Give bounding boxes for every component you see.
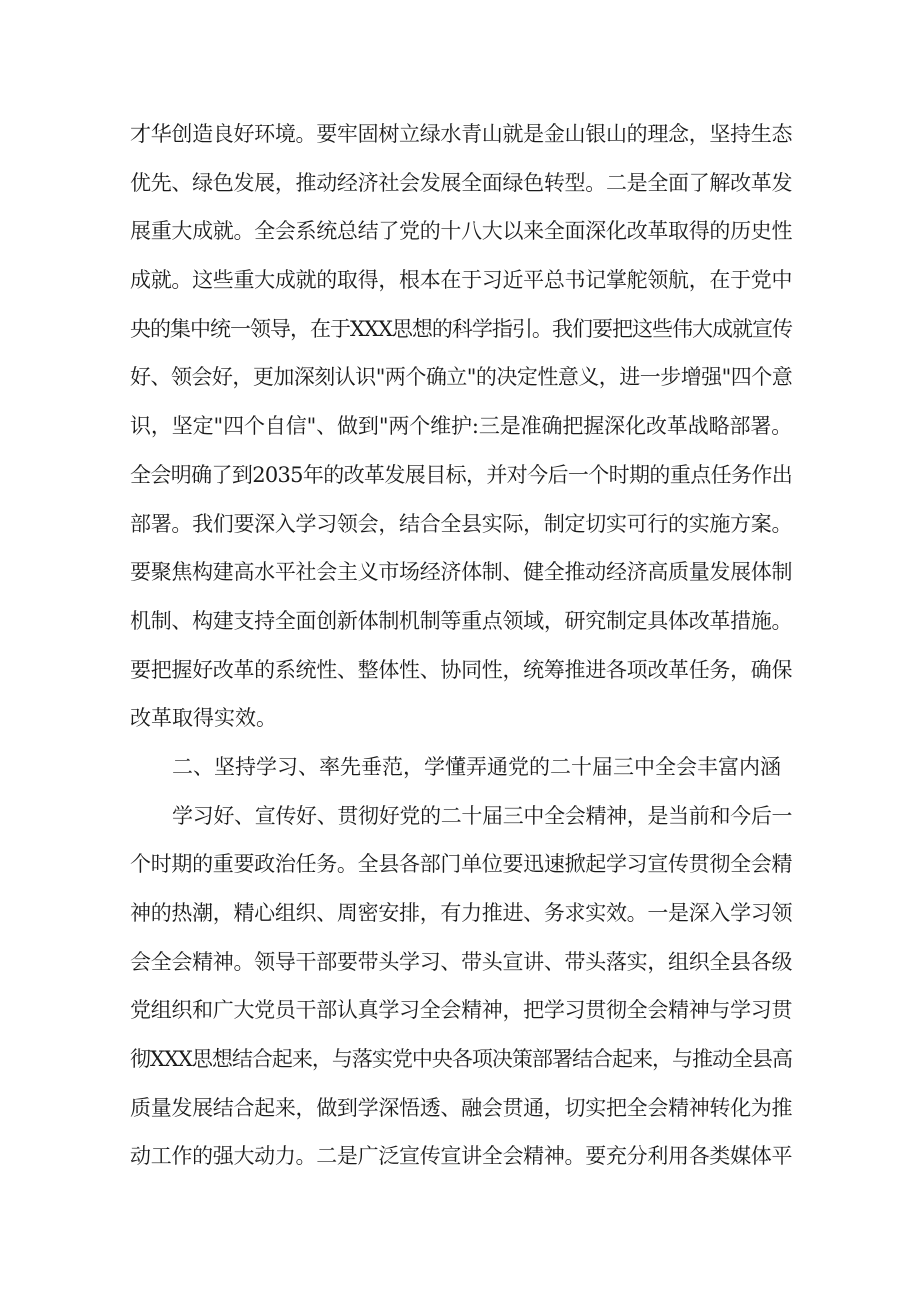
paragraph-line: 党组织和广大党员干部认真学习全会精神，把学习贯彻全会精神与学习贯 [130,998,792,1023]
paragraph-line: 央的集中统一领导，在于XXX思想的科学指引。我们要把这些伟大成就宣传 [130,316,792,341]
paragraph-line: 成就。这些重大成就的取得，根本在于习近平总书记掌舵领航，在于党中 [130,268,792,293]
paragraph-line: 展重大成就。全会系统总结了党的十八大以来全面深化改革取得的历史性 [130,219,792,244]
document-body [130,110,792,1181]
paragraph-line: 优先、绿色发展，推动经济社会发展全面绿色转型。二是全面了解改革发 [130,170,792,195]
paragraph-line: 动工作的强大动力。二是广泛宣传宣讲全会精神。要充分利用各类媒体平 [130,1144,792,1169]
paragraph-line: 质量发展结合起来，做到学深悟透、融会贯通，切实把全会精神转化为推 [130,1095,792,1120]
paragraph-line: 学习好、宣传好、贯彻好党的二十届三中全会精神，是当前和今后一 [172,803,792,828]
section-heading: 二、坚持学习、率先垂范，学懂弄通党的二十届三中全会丰富内涵 [172,754,781,779]
paragraph-line: 全会明确了到2035年的改革发展目标，并对今后一个时期的重点任务作出 [130,462,792,487]
paragraph-line: 个时期的重要政治任务。全县各部门单位要迅速掀起学习宣传贯彻全会精 [130,852,792,877]
paragraph-line: 神的热潮，精心组织、周密安排，有力推进、务求实效。一是深入学习领 [130,901,792,925]
paragraph-line: 要聚焦构建高水平社会主义市场经济体制、健全推动经济高质量发展体制 [130,560,792,585]
paragraph-line: 机制、构建支持全面创新体制机制等重点领域，研究制定具体改革措施。 [130,608,792,633]
paragraph-line: 改革取得实效。 [130,706,277,731]
paragraph-line: 识，坚定"四个自信"、做到"两个维护:三是准确把握深化改革战略部署。 [130,414,792,439]
paragraph-line: 才华创造良好环境。要牢固树立绿水青山就是金山银山的理念，坚持生态 [130,122,792,146]
paragraph-line: 部署。我们要深入学习领会，结合全县实际，制定切实可行的实施方案。 [130,511,792,536]
paragraph-line: 彻XXX思想结合起来，与落实党中央各项决策部署结合起来，与推动全县高 [130,1047,792,1072]
paragraph-line: 要把握好改革的系统性、整体性、协同性，统筹推进各项改革任务，确保 [130,657,792,682]
paragraph-line: 好、领会好，更加深刻认识"两个确立"的决定性意义，进一步增强"四个意 [130,365,792,390]
paragraph-line: 会全会精神。领导干部要带头学习、带头宣讲、带头落实，组织全县各级 [130,949,792,974]
